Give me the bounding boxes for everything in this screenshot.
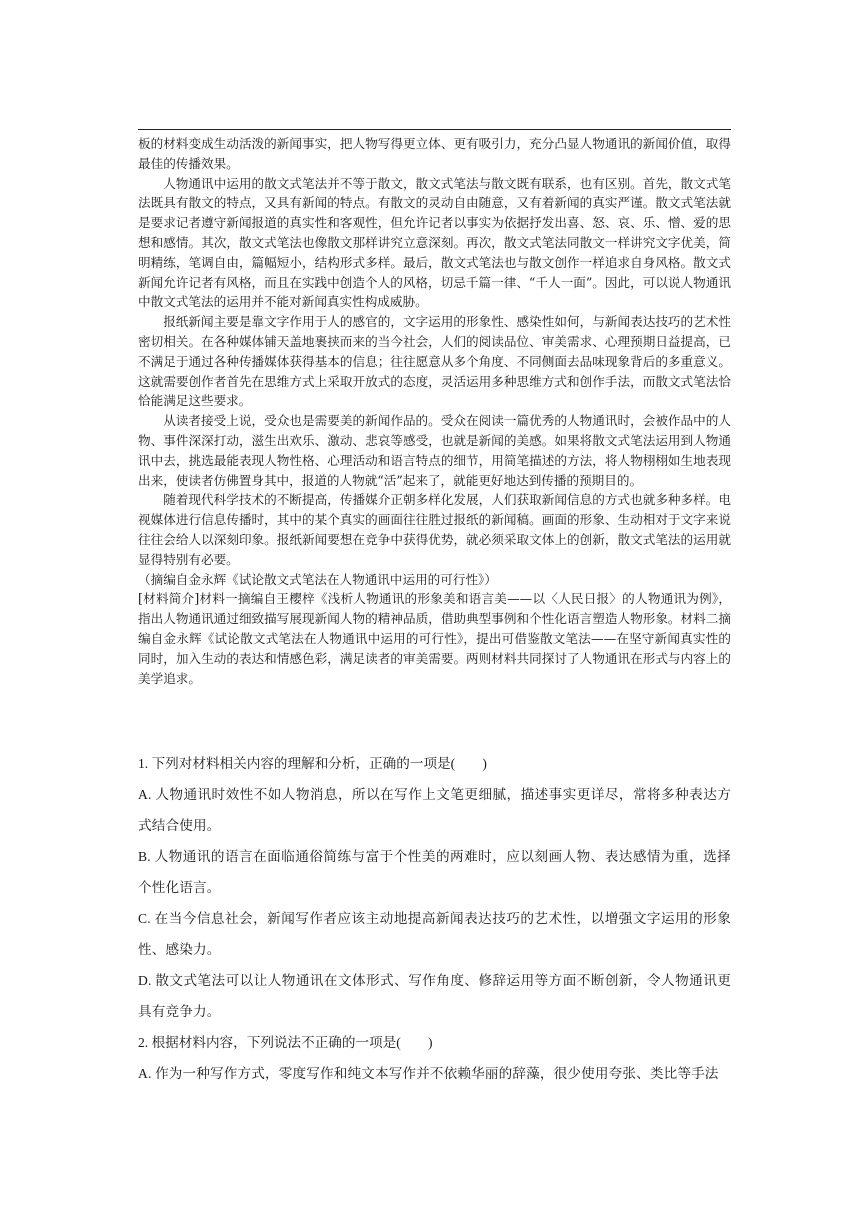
- passage-source: （摘编自金永辉《试论散文式笔法在人物通讯中运用的可行性》）: [138, 571, 497, 587]
- passage-paragraph: 人物通讯中运用的散文式笔法并不等于散文，散文式笔法与散文既有联系，也有区别。首先，散文式笔法既具有散文的特点，又具有新闻的特点。有散文的灵动自由随意，又有着新闻的真实严谨。散文式笔法就是要求记者遵守新闻报道的真实性和客观性，但允许记者以事实为依据抒发出喜、怒、哀、乐、憎、爱的思想和感情。其次，散文式笔法也像散文那样讲究立意深刻。再次，散文式笔法同散文一样讲究文字优美，简明精练，笔调自由，篇幅短小，结构形式多样。最后，散文式笔法也与散文创作一样追求自身风格。散文式新闻允许记者有风格，而且在实践中创造个人的风格，切忌千篇一律、“千人一面”。因此，可以说人物通讯中散文式笔法的运用并不能对新闻真实性构成威胁。: [138, 175, 731, 310]
- question-1-option-c: C. 在当今信息社会，新闻写作者应该主动地提高新闻表达技巧的艺术性，以增强文字运用的形象性、感染力。: [138, 911, 731, 957]
- material-intro: [材料简介]材料一摘编自王樱梓《浅析人物通讯的形象美和语言美——以〈人民日报〉的人物通讯为例》，指出人物通讯通过细致描写展现新闻人物的精神品质，借助典型事例和个性化语言塑造人物形象。材料二摘编自金永辉《试论散文式笔法在人物通讯中运用的可行性》，提出可借鉴散文笔法——在坚守新闻真实性的同时，加入生动的表达和情感色彩，满足读者的审美需要。两则材料共同探讨了人物通讯在形式与内容上的美学追求。: [138, 591, 731, 686]
- passage-paragraph: 报纸新闻主要是靠文字作用于人的感官的，文字运用的形象性、感染性如何，与新闻表达技巧的艺术性密切相关。在各种媒体铺天盖地裹挟而来的当今社会，人们的阅读品位、审美需求、心理预期日益提高，已不满足于通过各种传播媒体获得基本的信息；往往愿意从多个角度、不同侧面去品味现象背后的多重意义。这就需要创作者首先在思维方式上采取开放式的态度，灵活运用多种思维方式和创作手法，而散文式笔法恰恰能满足这些要求。: [138, 314, 731, 409]
- passage-continuation: 板的材料变成生动活泼的新闻事实，把人物写得更立体、更有吸引力，充分凸显人物通讯的新闻价值，取得最佳的传播效果。: [138, 136, 731, 171]
- question-1-option-a: A. 人物通讯时效性不如人物消息，所以在写作上文笔更细腻，描述事实更详尽，常将多种表达方式结合使用。: [138, 787, 731, 833]
- question-2-option-a: A. 作为一种写作方式，零度写作和纯文本写作并不依赖华丽的辞藻，很少使用夸张、类比等手法: [138, 1066, 719, 1081]
- question-1-stem: 1. 下列对材料相关内容的理解和分析，正确的一项是( ): [138, 756, 487, 771]
- question-1-option-b: B. 人物通讯的语言在面临通俗简练与富于个性美的两难时，应以刻画人物、表达感情为重，选择个性化语言。: [138, 849, 731, 895]
- header-rule: [138, 129, 731, 130]
- question-section: [138, 748, 731, 1089]
- question-1-option-d: D. 散文式笔法可以让人物通讯在文体形式、写作角度、修辞运用等方面不断创新，令人物通讯更具有竞争力。: [138, 973, 731, 1019]
- question-2-stem: 2. 根据材料内容，下列说法不正确的一项是( ): [138, 1035, 433, 1050]
- reading-passage: [138, 134, 731, 688]
- passage-paragraph: 随着现代科学技术的不断提高，传播媒介正朝多样化发展，人们获取新闻信息的方式也就多种多样。电视媒体进行信息传播时，其中的某个真实的画面往往胜过报纸的新闻稿。画面的形象、生动相对于文字来说往往会给人以深刻印象。报纸新闻要想在竞争中获得优势，就必须采取文体上的创新，散文式笔法的运用就显得特别有必要。: [138, 492, 731, 567]
- passage-paragraph: 从读者接受上说，受众也是需要美的新闻作品的。受众在阅读一篇优秀的人物通讯时，会被作品中的人物、事件深深打动，滋生出欢乐、激动、悲哀等感受，也就是新闻的美感。如果将散文式笔法运用到人物通讯中去，挑选最能表现人物性格、心理活动和语言特点的细节，用简笔描述的方法，将人物栩栩如生地表现出来，使读者仿佛置身其中，报道的人物就“活”起来了，就能更好地达到传播的预期目的。: [138, 413, 731, 488]
